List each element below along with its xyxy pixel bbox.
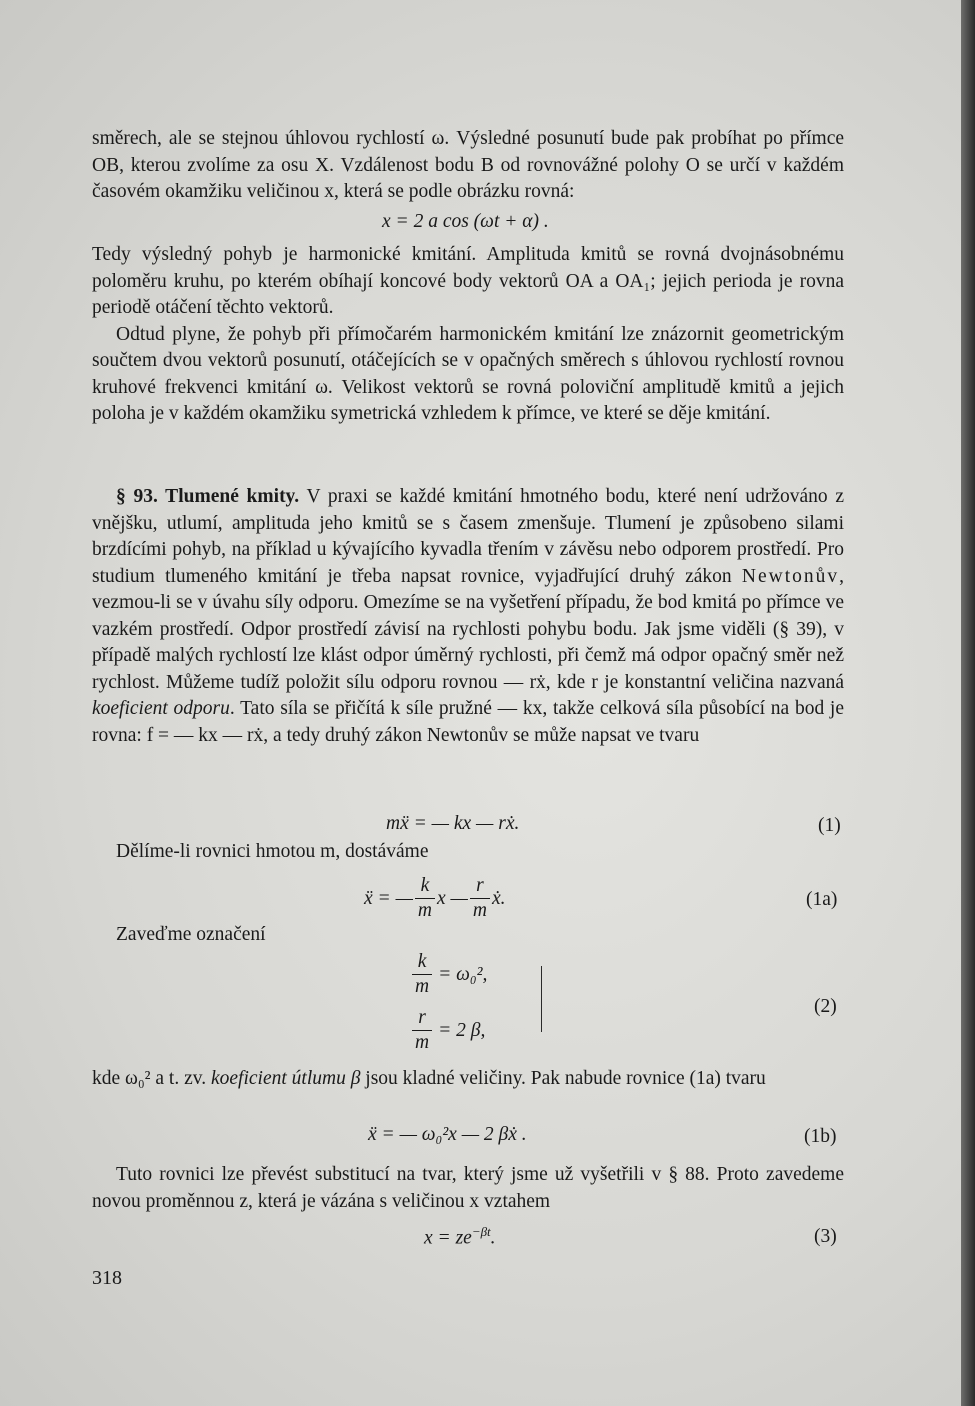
page-edge-shadow <box>961 0 975 1406</box>
eq1a-left: ẍ = — <box>364 887 413 909</box>
equation-1: mẍ = — kx — rẋ. <box>386 813 520 834</box>
eq1a-fraction-r-m <box>470 874 490 923</box>
eq2-rhs2: = 2 β, <box>438 1019 486 1041</box>
term-koeficient-utlumu: koeficient útlumu β <box>210 1068 361 1089</box>
introduce-text: Zaveďme označení <box>116 924 266 945</box>
eq2-k: k <box>412 950 432 975</box>
eq1a-end: ẋ. <box>491 887 506 909</box>
equation-2-line-1 <box>410 950 487 999</box>
term-koeficient-odporu: koeficient odporu <box>92 698 230 719</box>
eq2-m1: m <box>415 976 430 997</box>
eq1a-m2: m <box>472 900 487 921</box>
name-newton: Newtonův <box>741 565 840 587</box>
section-heading: § 93. Tlumené kmity. <box>116 486 300 507</box>
equation-2-line-2 <box>410 1006 485 1055</box>
eq1a-mid: x — <box>437 887 468 909</box>
section-93 <box>92 484 844 749</box>
equation-3 <box>424 1224 496 1250</box>
equation-x: x = 2 a cos (ωt + α) . <box>382 211 549 232</box>
body-text-top <box>92 126 844 206</box>
paragraph-2: Tedy výsledný pohyb je harmonické kmitání. Amplituda kmitů se rovná dvojnásobnému poloměru kruhu, po kterém obíhají koncové body vektorů OA a OA₁; jejich perioda je rovna periodě otáčení těchto vektorů. <box>92 244 844 318</box>
body-text-5 <box>92 1066 844 1093</box>
eq2-r: r <box>412 1006 432 1031</box>
eq1a-m1: m <box>417 900 432 921</box>
paragraph-5a: kde ω₀² a t. zv. <box>92 1068 207 1089</box>
eq1a-r: r <box>470 874 490 899</box>
equation-3-number: (3) <box>814 1226 837 1247</box>
eq2-rhs1: = ω₀², <box>438 963 488 985</box>
paragraph-6: Tuto rovnici lze převést substitucí na tvar, který jsme už vyšetřili v § 88. Proto zavedeme novou proměnnou z, která je vázána s veličinou x vztahem <box>92 1164 844 1212</box>
eq2-fraction-k-m <box>412 950 432 999</box>
paragraph-4a: V praxi se každé kmitání hmotného bodu, které není udržováno z vnějšku, utlumí, amplituda jeho kmitů se s časem zmenšuje. Tlumení je způsobeno silami brzdícími pohyb, na příklad u kývajícího kyvadla třením v závěsu nebo odporem prostředí. Pro studium tlumeného kmitání je třeba napsat rovnice, vyjadřující druhý zákon <box>92 486 844 587</box>
equation-1b: ẍ = — ω₀²x — 2 βẋ . <box>368 1124 527 1145</box>
equation-1-number: (1) <box>818 815 841 836</box>
body-text-2 <box>92 242 844 428</box>
body-text-6 <box>92 1162 844 1215</box>
equation-1a-number: (1a) <box>806 889 838 910</box>
eq3-exponent: −βt <box>471 1224 491 1239</box>
equation-2-brace <box>535 966 542 1032</box>
equation-1a <box>364 874 506 923</box>
eq1a-fraction-k-m <box>415 874 435 923</box>
equation-2-number: (2) <box>814 996 837 1017</box>
paragraph-3: Odtud plyne, že pohyb při přímočarém harmonickém kmitání lze znázornit geometrickým součtem dvou vektorů posunutí, otáčejících se v opačných směrech s úhlovou rychlostí rovnou kruhové frekvenci kmitání ω. Velikost vektorů se rovná poloviční amplitudě kmitů a jejich poloha je v každém okamžiku symetrická vzhledem k přímce, ve které se děje kmitání. <box>92 323 844 424</box>
paragraph-5b: jsou kladné veličiny. Pak nabude rovnice (1a) tvaru <box>365 1068 766 1089</box>
paragraph-4b: , vezmou-li se v úvahu síly odporu. Omezíme se na vyšetření případu, že bod kmitá po přímce ve vazkém prostředí. Odpor prostředí závisí na rychlosti pohybu bodu. Jak jsme viděli (§ 39), v případě malých rychlostí lze klást odpor úměrný rychlosti, při čemž má odpor opačný směr než rychlost. Můžeme tudíž položit sílu odporu rovnou — rẋ, kde r je konstantní veličina nazvaná <box>92 565 845 693</box>
eq3-dot: . <box>490 1227 496 1249</box>
eq3-base: x = ze <box>424 1227 472 1249</box>
page-number: 318 <box>92 1267 122 1289</box>
paragraph-4c: . Tato síla se přičítá k síle pružné — kx, takže celková síla působící na bod je rovna: f = — kx — rẋ, a tedy druhý zákon Newtonův se může napsat ve tvaru <box>92 698 845 746</box>
divide-text: Dělíme-li rovnici hmotou m, dostáváme <box>116 841 429 862</box>
eq1a-k: k <box>415 874 435 899</box>
equation-1b-number: (1b) <box>804 1126 837 1147</box>
paragraph-1: směrech, ale se stejnou úhlovou rychlostí ω. Výsledné posunutí bude pak probíhat po přímce OB, kterou zvolíme za osu X. Vzdálenost bodu B od rovnovážné polohy O se určí v každém časovém okamžiku veličinou x, která se podle obrázku rovná: <box>92 128 844 202</box>
eq2-m2: m <box>415 1032 430 1053</box>
eq2-fraction-r-m <box>412 1006 432 1055</box>
